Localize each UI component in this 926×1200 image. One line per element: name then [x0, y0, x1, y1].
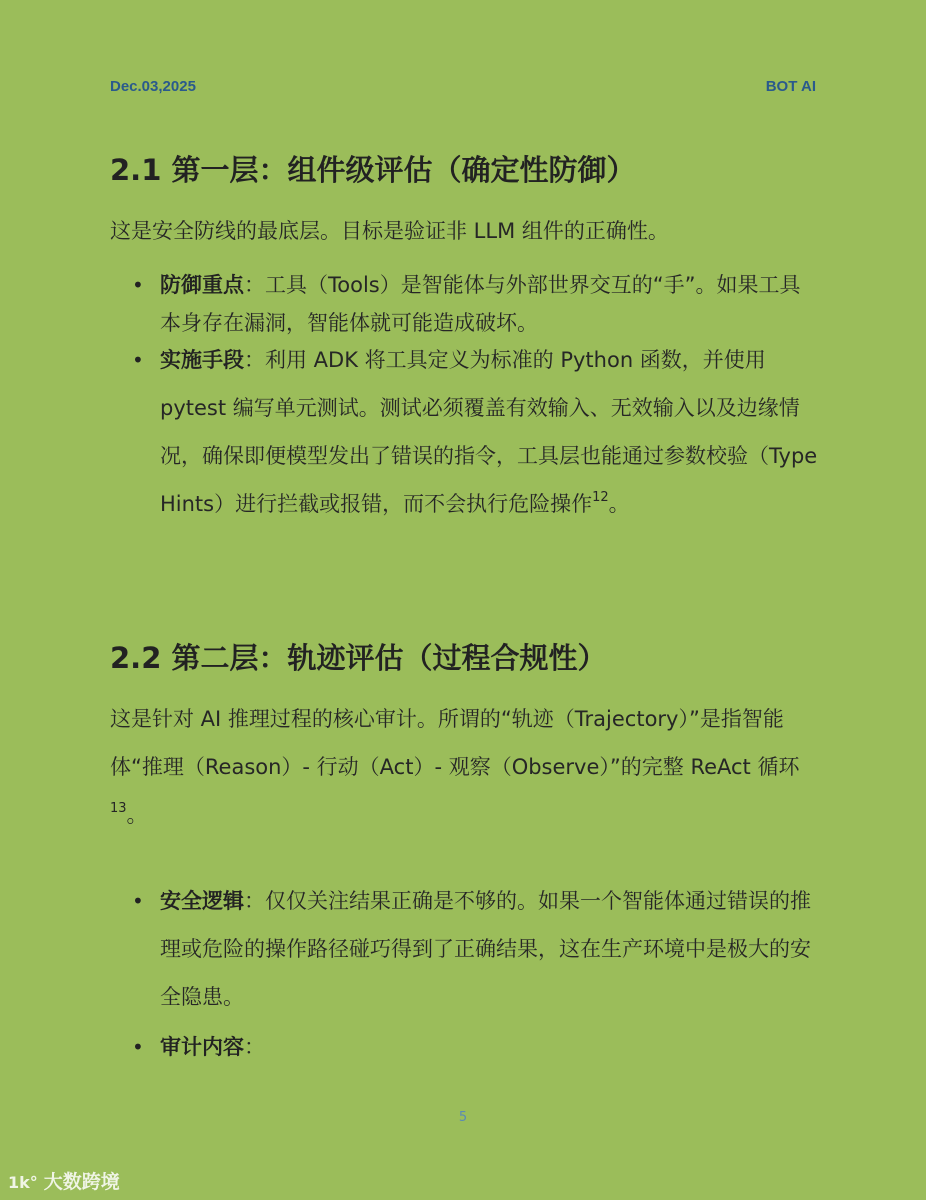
- footnote-ref[interactable]: 13: [110, 801, 127, 816]
- bullet-label: 实施手段: [160, 348, 244, 372]
- bullet-sep: ：: [244, 889, 265, 913]
- bullet-item: [160, 336, 820, 528]
- bullet-text: 利用 ADK 将工具定义为标准的 Python 函数，并使用 pytest 编写单元测试。测试必须覆盖有效输入、无效输入以及边缘情况，确保即便模型发出了错误的指令，工具层也能通过参数校验（Type Hints）进行拦截或报错，而不会执行危险操作: [160, 348, 818, 516]
- bullet-item: [160, 266, 820, 342]
- bullet-item: [160, 1023, 820, 1071]
- bullet-sep: ：: [244, 1035, 265, 1059]
- bullet-label: 安全逻辑: [160, 889, 244, 913]
- section-intro-paragraph: [110, 695, 820, 839]
- section-heading-2-1: 2.1 第一层：组件级评估（确定性防御）: [110, 153, 636, 187]
- bullet-text: 工具（Tools）是智能体与外部世界交互的“手”。如果工具本身存在漏洞，智能体就可能造成破坏。: [160, 273, 801, 335]
- intro-text: 这是针对 AI 推理过程的核心审计。所谓的“轨迹（Trajectory）”是指智能体“推理（Reason）- 行动（Act）- 观察（Observe）”的完整 ReAct 循环: [110, 707, 800, 779]
- bullet-item: [160, 877, 820, 1021]
- watermark: [8, 1167, 120, 1194]
- bullet-label: 审计内容: [160, 1035, 244, 1059]
- bullet-text: 仅仅关注结果正确是不够的。如果一个智能体通过错误的推理或危险的操作路径碰巧得到了正确结果，这在生产环境中是极大的安全隐患。: [160, 889, 811, 1009]
- watermark-logo-icon: 1k°: [8, 1173, 38, 1192]
- section-intro-paragraph: 这是安全防线的最底层。目标是验证非 LLM 组件的正确性。: [110, 219, 669, 243]
- header-date: Dec.03,2025: [110, 78, 196, 95]
- bullet-sep: ：: [244, 273, 265, 297]
- bullet-label: 防御重点: [160, 273, 244, 297]
- intro-tail: 。: [126, 803, 148, 827]
- page-number: 5: [458, 1110, 468, 1125]
- watermark-text: 大数跨境: [43, 1171, 120, 1193]
- section-heading-2-2: 2.2 第二层：轨迹评估（过程合规性）: [110, 641, 607, 675]
- bullet-tail: 。: [608, 492, 630, 516]
- bullet-sep: ：: [244, 348, 265, 372]
- footnote-ref[interactable]: 12: [592, 490, 609, 505]
- header-brand: BOT AI: [765, 78, 816, 95]
